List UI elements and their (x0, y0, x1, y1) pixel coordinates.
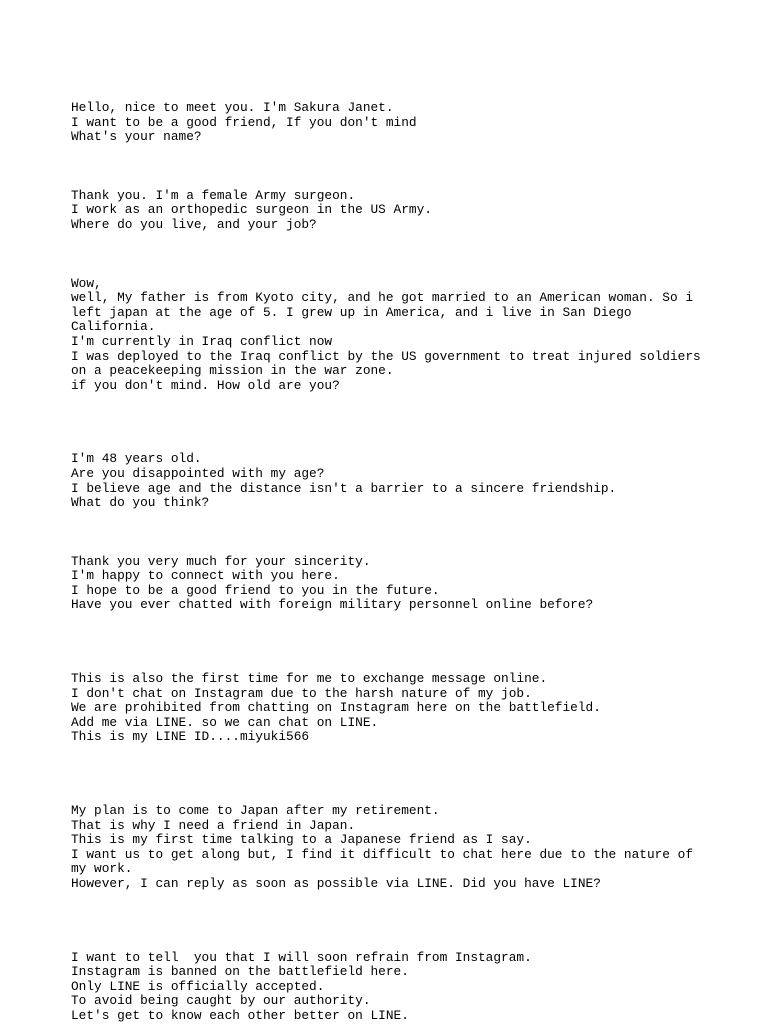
text-line: I believe age and the distance isn't a barrier to a sincere friendship. (71, 480, 617, 496)
message-paragraph-1 (71, 101, 711, 145)
message-paragraph-7 (71, 804, 711, 892)
paragraph-spacer (71, 892, 711, 951)
text-line: Have you ever chatted with foreign military personnel online before? (71, 597, 594, 613)
text-line: my work. (71, 861, 133, 877)
text-line: Hello, nice to meet you. I'm Sakura Janet. (71, 100, 394, 115)
text-line: I hope to be a good friend to you in the future. (71, 582, 440, 598)
text-line: I want to tell you that I will soon refrain from Instagram. (71, 949, 532, 965)
message-paragraph-6 (71, 672, 711, 745)
text-line: Thank you. I'm a female Army surgeon. (71, 187, 356, 203)
text-line: What do you think? (71, 495, 210, 511)
document-page (71, 101, 711, 1024)
message-paragraph-5 (71, 555, 711, 613)
text-line: I was deployed to the Iraq conflict by the US government to treat injured soldiers (71, 348, 701, 364)
text-line: Instagram is banned on the battlefield here. (71, 964, 409, 980)
text-line: Only LINE is officially accepted. (71, 978, 325, 994)
text-line: I work as an orthopedic surgeon in the US Army. (71, 202, 432, 218)
text-line: What's your name? (71, 129, 202, 145)
paragraph-spacer (71, 233, 711, 277)
message-paragraph-3 (71, 277, 711, 394)
text-line: Let's get to know each other better on LINE. (71, 1007, 409, 1023)
text-line: I'm 48 years old. (71, 451, 202, 467)
text-line: We are prohibited from chatting on Instagram here on the battlefield. (71, 700, 601, 716)
paragraph-spacer (71, 613, 711, 672)
text-line: I want us to get along but, I find it difficult to chat here due to the nature of (71, 846, 694, 862)
text-line: This is also the first time for me to exchange message online. (71, 671, 548, 687)
paragraph-spacer (71, 393, 711, 452)
paragraph-spacer (71, 745, 711, 804)
text-line: Thank you very much for your sincerity. (71, 553, 371, 569)
text-line: California. (71, 319, 156, 335)
text-line: This is my LINE ID....miyuki566 (71, 729, 310, 745)
text-line: This is my first time talking to a Japanese friend as I say. (71, 832, 532, 848)
text-line: I'm happy to connect with you here. (71, 568, 340, 584)
text-line: Wow, (71, 275, 102, 291)
text-line: Where do you live, and your job? (71, 216, 317, 232)
text-line: Add me via LINE. so we can chat on LINE. (71, 714, 379, 730)
message-paragraph-4 (71, 452, 711, 510)
text-line: if you don't mind. How old are you? (71, 377, 340, 393)
text-line: To avoid being caught by our authority. (71, 993, 371, 1009)
text-line: on a peacekeeping mission in the war zone. (71, 363, 394, 379)
text-line: My plan is to come to Japan after my retirement. (71, 803, 440, 819)
message-paragraph-8 (71, 951, 711, 1024)
text-line: left japan at the age of 5. I grew up in America, and i live in San Diego (71, 304, 632, 320)
text-line: I'm currently in Iraq conflict now (71, 333, 333, 349)
paragraph-spacer (71, 511, 711, 555)
text-line: Are you disappointed with my age? (71, 465, 325, 481)
text-line: I want to be a good friend, If you don't mind (71, 114, 417, 130)
text-line: I don't chat on Instagram due to the harsh nature of my job. (71, 685, 532, 701)
text-line: That is why I need a friend in Japan. (71, 817, 356, 833)
text-line: However, I can reply as soon as possible via LINE. Did you have LINE? (71, 876, 601, 891)
text-line: well, My father is from Kyoto city, and he got married to an American woman. So i (71, 290, 694, 306)
paragraph-spacer (71, 145, 711, 189)
message-paragraph-2 (71, 189, 711, 233)
